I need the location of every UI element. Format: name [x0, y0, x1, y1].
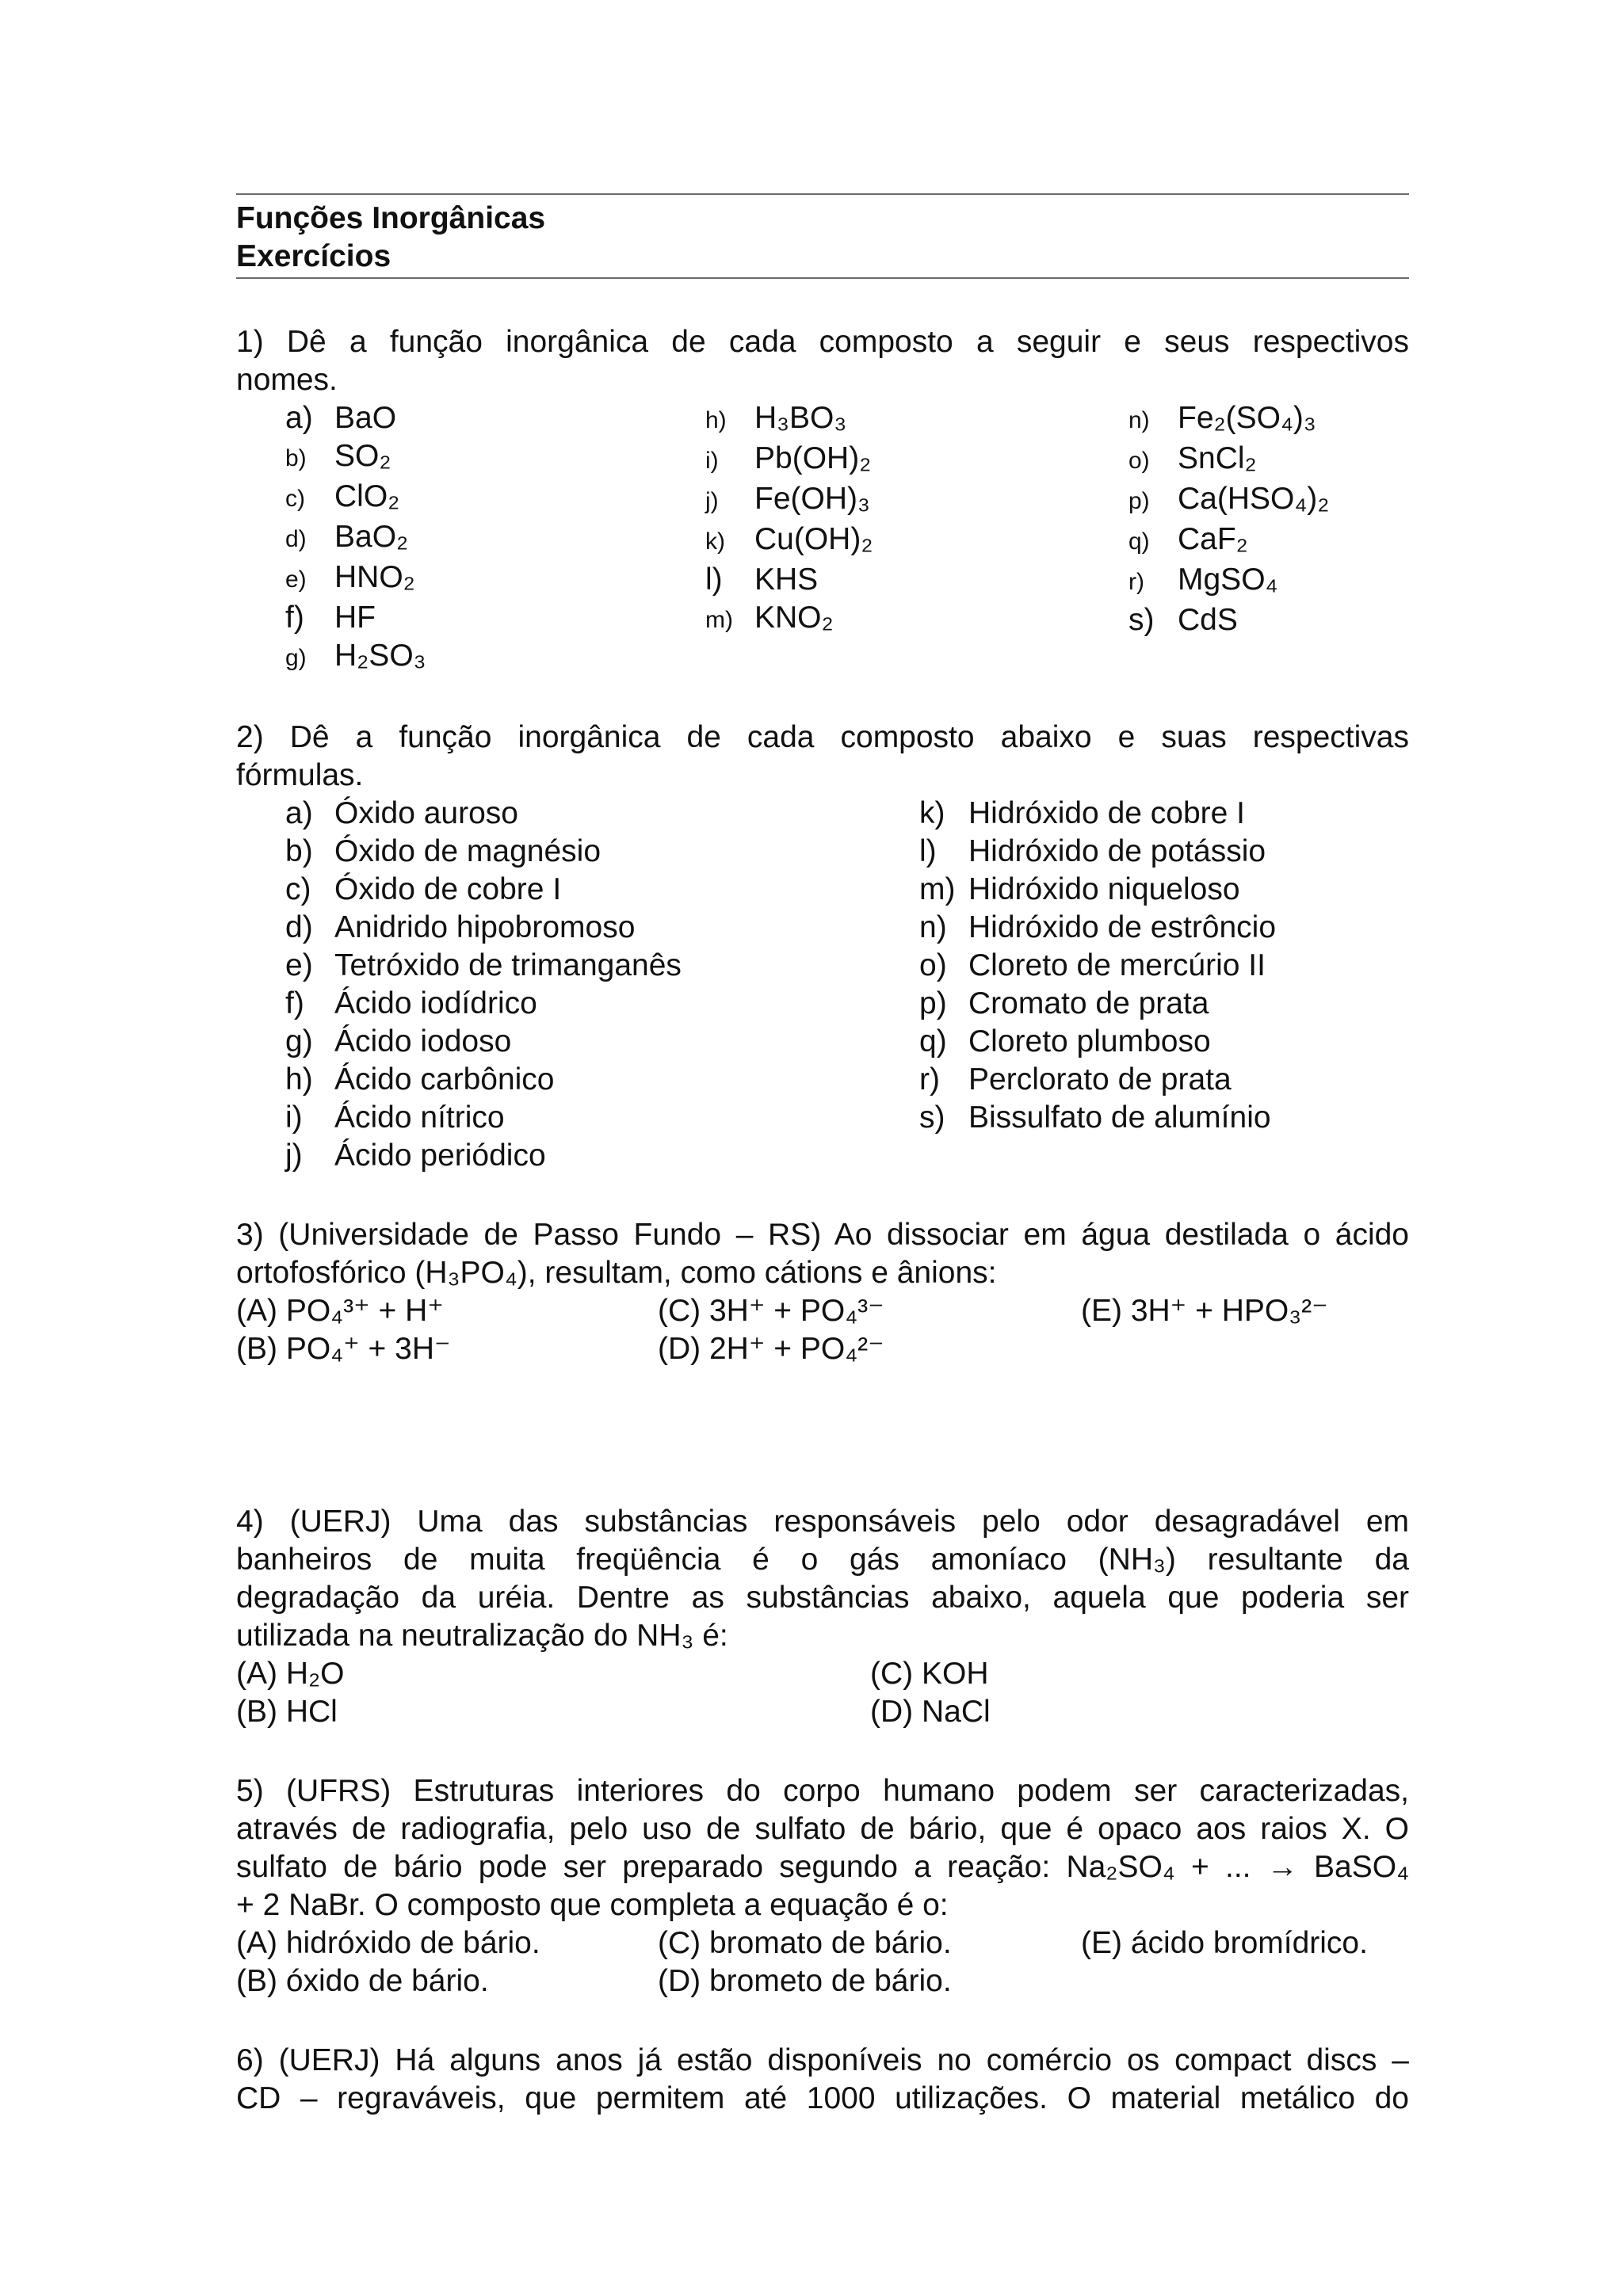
- item-text: Óxido de magnésio: [334, 834, 601, 868]
- list-item: [285, 478, 705, 518]
- list-item: [285, 437, 705, 478]
- item-label: k): [919, 796, 945, 830]
- item-label: o): [919, 948, 947, 982]
- item-label: s): [919, 1100, 945, 1135]
- item-text: BaO₂: [334, 520, 409, 554]
- item-label: f): [285, 986, 304, 1020]
- question-1-column-3: [1128, 399, 1329, 677]
- item-label: g): [285, 645, 307, 671]
- item-text: CdS: [1178, 603, 1238, 637]
- question-3-option-c[interactable]: (C) 3H⁺ + PO₄³⁻: [658, 1294, 884, 1328]
- item-text: Ácido iodídrico: [334, 986, 537, 1020]
- list-item: [919, 871, 1276, 909]
- list-item: [705, 480, 1128, 521]
- question-1-prompt-line: nomes.: [236, 363, 338, 397]
- question-5-option-c[interactable]: (C) bromato de bário.: [658, 1926, 952, 1960]
- item-label: l): [919, 834, 937, 868]
- list-item: [919, 1099, 1276, 1137]
- item-label: l): [705, 563, 723, 597]
- question-6: [236, 2042, 1409, 2118]
- question-5-option-e[interactable]: (E) ácido bromídrico.: [1081, 1926, 1368, 1960]
- item-text: Ca(HSO₄)₂: [1178, 482, 1330, 516]
- item-label: n): [919, 910, 947, 944]
- list-item: [705, 599, 1128, 639]
- document-header: [236, 195, 1409, 277]
- question-3-option-b[interactable]: (B) PO₄⁺ + 3H⁻: [236, 1332, 451, 1366]
- item-text: Cloreto de mercúrio II: [968, 948, 1266, 982]
- question-4-option-b[interactable]: (B) HCl: [236, 1695, 338, 1729]
- item-text: Óxido de cobre I: [334, 872, 562, 906]
- document-subtitle: Exercícios: [236, 239, 391, 273]
- list-item: [919, 1023, 1276, 1061]
- item-label: g): [285, 1024, 313, 1058]
- question-3-prompt-line: ortofosfórico (H₃PO₄), resultam, como cátions e ânions:: [236, 1256, 997, 1290]
- item-text: Tetróxido de trimanganês: [334, 948, 682, 982]
- item-text: Cu(OH)₂: [754, 522, 873, 556]
- list-item: [285, 833, 919, 871]
- item-label: d): [285, 910, 313, 944]
- question-5: [236, 1772, 1409, 1924]
- item-label: p): [919, 986, 947, 1020]
- list-item: [285, 518, 705, 559]
- item-label: h): [705, 407, 727, 433]
- item-text: Ácido carbônico: [334, 1062, 555, 1097]
- item-text: H₂SO₃: [334, 639, 426, 673]
- question-3-option-d[interactable]: (D) 2H⁺ + PO₄²⁻: [658, 1332, 884, 1366]
- question-2-column-2: [919, 795, 1276, 1175]
- question-3-options-row-2: [236, 1330, 1409, 1368]
- list-item: [285, 909, 919, 947]
- item-text: Cromato de prata: [968, 986, 1209, 1020]
- list-item: [285, 947, 919, 985]
- question-5-options-row-1: [236, 1924, 1409, 1962]
- question-2-column-1: [285, 795, 919, 1175]
- question-4-option-a[interactable]: (A) H₂O: [236, 1657, 345, 1691]
- item-label: m): [919, 872, 956, 906]
- item-label: n): [1128, 407, 1150, 433]
- list-item: [705, 521, 1128, 561]
- question-2-compound-list: [236, 795, 1409, 1175]
- question-4-text-line: banheiros de muita freqüência é o gás amoníaco (NH₃) resultante da: [236, 1543, 1409, 1577]
- item-label: i): [285, 1100, 303, 1135]
- question-5-option-a[interactable]: (A) hidróxido de bário.: [236, 1926, 540, 1960]
- question-2-prompt-line: 2) Dê a função inorgânica de cada composto abaixo e suas respectivas: [236, 720, 1409, 754]
- question-6-text-line: 6) (UERJ) Há alguns anos já estão disponíveis no comércio os compact discs –: [236, 2043, 1409, 2077]
- question-4-option-c[interactable]: (C) KOH: [870, 1657, 989, 1691]
- list-item: [919, 833, 1276, 871]
- list-item: [1128, 399, 1329, 440]
- item-text: BaO: [334, 401, 397, 435]
- item-label: r): [1128, 569, 1144, 595]
- question-1-column-2: [705, 399, 1128, 677]
- question-5-text-line: + 2 NaBr. O composto que completa a equação é o:: [236, 1888, 949, 1922]
- question-3-options-row-1: [236, 1292, 1409, 1330]
- question-2-prompt-line: fórmulas.: [236, 758, 364, 792]
- item-text: HF: [334, 601, 376, 635]
- list-item: [1128, 561, 1329, 601]
- list-item: [285, 559, 705, 599]
- question-4-text-line: 4) (UERJ) Uma das substâncias responsáveis pelo odor desagradável em: [236, 1505, 1409, 1539]
- item-text: Hidróxido de cobre I: [968, 796, 1246, 830]
- list-item: [1128, 521, 1329, 561]
- question-4: [236, 1503, 1409, 1655]
- question-2: [236, 719, 1409, 795]
- list-item: [285, 399, 705, 437]
- list-item: [285, 871, 919, 909]
- item-text: Óxido auroso: [334, 796, 518, 830]
- item-text: Hidróxido niqueloso: [968, 872, 1240, 906]
- item-text: Hidróxido de estrôncio: [968, 910, 1277, 944]
- question-3-option-a[interactable]: (A) PO₄³⁺ + H⁺: [236, 1294, 444, 1328]
- question-1-column-1: [285, 399, 705, 677]
- item-text: Ácido iodoso: [334, 1024, 512, 1058]
- list-item: [285, 637, 705, 677]
- question-1-prompt-line: 1) Dê a função inorgânica de cada composto a seguir e seus respectivos: [236, 325, 1409, 359]
- item-text: Hidróxido de potássio: [968, 834, 1266, 868]
- item-text: SnCl₂: [1178, 441, 1257, 475]
- question-5-option-b[interactable]: (B) óxido de bário.: [236, 1964, 489, 1998]
- question-4-options-row-1: [236, 1655, 1409, 1693]
- list-item: [919, 909, 1276, 947]
- item-label: f): [285, 601, 304, 635]
- item-label: j): [705, 488, 719, 514]
- item-text: Fe(OH)₃: [754, 482, 870, 516]
- item-text: KHS: [754, 563, 819, 597]
- item-label: q): [1128, 528, 1150, 555]
- list-item: [1128, 440, 1329, 480]
- list-item: [285, 1061, 919, 1099]
- item-label: q): [919, 1024, 947, 1058]
- item-label: s): [1128, 603, 1155, 637]
- list-item: [285, 795, 919, 833]
- item-text: Anidrido hipobromoso: [334, 910, 636, 944]
- item-label: o): [1128, 448, 1150, 474]
- list-item: [285, 1099, 919, 1137]
- item-text: MgSO₄: [1178, 563, 1278, 597]
- question-4-options-row-2: [236, 1693, 1409, 1731]
- item-text: Cloreto plumboso: [968, 1024, 1211, 1058]
- item-text: H₃BO₃: [754, 401, 847, 435]
- question-4-option-d[interactable]: (D) NaCl: [870, 1695, 991, 1729]
- question-1: [236, 323, 1409, 399]
- list-item: [919, 947, 1276, 985]
- question-3-prompt-line: 3) (Universidade de Passo Fundo – RS) Ao dissociar em água destilada o ácido: [236, 1218, 1409, 1252]
- list-item: [705, 561, 1128, 599]
- list-item: [1128, 601, 1329, 639]
- item-label: d): [285, 526, 307, 552]
- item-label: e): [285, 566, 307, 593]
- item-text: SO₂: [334, 439, 391, 473]
- question-1-compound-list: [236, 399, 1409, 677]
- item-label: a): [285, 401, 313, 435]
- list-item: [919, 1061, 1276, 1099]
- item-label: k): [705, 528, 725, 555]
- item-label: h): [285, 1062, 313, 1097]
- item-label: p): [1128, 488, 1150, 514]
- list-item: [1128, 480, 1329, 521]
- list-item: [285, 1023, 919, 1061]
- item-label: b): [285, 445, 307, 471]
- question-5-text-line: através de radiografia, pelo uso de sulfato de bário, que é opaco aos raios X. O: [236, 1812, 1409, 1846]
- document-page: [236, 193, 1409, 2118]
- question-5-option-d[interactable]: (D) brometo de bário.: [658, 1964, 952, 1998]
- list-item: [705, 440, 1128, 480]
- question-5-text-line: 5) (UFRS) Estruturas interiores do corpo humano podem ser caracterizadas,: [236, 1774, 1409, 1808]
- list-item: [919, 985, 1276, 1023]
- item-label: i): [705, 448, 719, 474]
- list-item: [705, 399, 1128, 440]
- item-text: CaF₂: [1178, 522, 1248, 556]
- item-label: j): [285, 1138, 303, 1173]
- question-5-text-line: sulfato de bário pode ser preparado segundo a reação: Na₂SO₄ + ... → BaSO₄: [236, 1850, 1409, 1884]
- item-text: Ácido nítrico: [334, 1100, 505, 1135]
- item-label: r): [919, 1062, 940, 1097]
- item-text: Ácido periódico: [334, 1138, 546, 1173]
- item-label: c): [285, 486, 305, 512]
- item-text: Pb(OH)₂: [754, 441, 872, 475]
- list-item: [285, 985, 919, 1023]
- list-item: [285, 599, 705, 637]
- item-label: m): [705, 607, 733, 633]
- item-text: KNO₂: [754, 601, 834, 635]
- question-6-text-line: CD – regraváveis, que permitem até 1000 utilizações. O material metálico do: [236, 2081, 1409, 2115]
- item-text: HNO₂: [334, 560, 415, 594]
- document-title: Funções Inorgânicas: [236, 201, 546, 235]
- list-item: [919, 795, 1276, 833]
- item-text: Bissulfato de alumínio: [968, 1100, 1271, 1135]
- list-item: [285, 1137, 919, 1175]
- item-label: e): [285, 948, 313, 982]
- question-4-text-line: utilizada na neutralização do NH₃ é:: [236, 1619, 728, 1653]
- item-text: ClO₂: [334, 479, 400, 513]
- question-3: [236, 1216, 1409, 1292]
- item-label: b): [285, 834, 313, 868]
- item-text: Fe₂(SO₄)₃: [1178, 401, 1316, 435]
- question-4-text-line: degradação da uréia. Dentre as substâncias abaixo, aquela que poderia ser: [236, 1581, 1409, 1615]
- question-5-options-row-2: [236, 1962, 1409, 2000]
- item-label: a): [285, 796, 313, 830]
- question-3-option-e[interactable]: (E) 3H⁺ + HPO₃²⁻: [1081, 1294, 1328, 1328]
- item-text: Perclorato de prata: [968, 1062, 1232, 1097]
- item-label: c): [285, 872, 311, 906]
